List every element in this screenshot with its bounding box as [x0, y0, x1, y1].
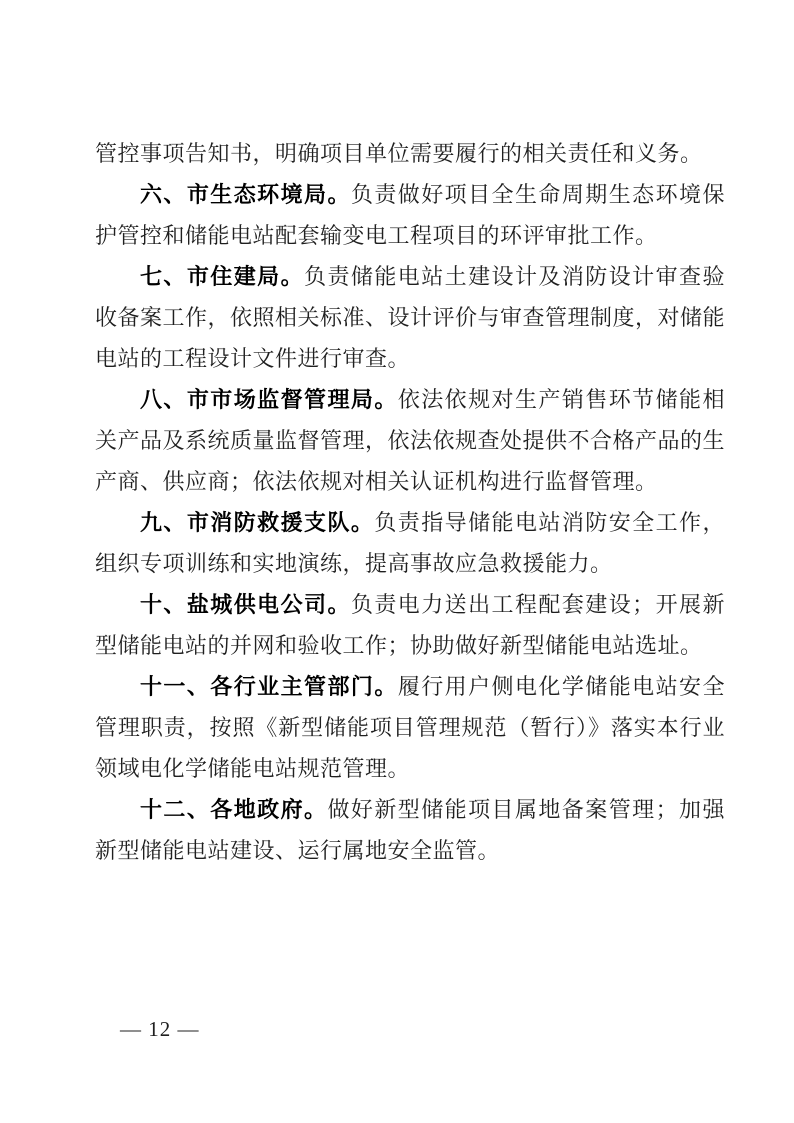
department-heading: 六、市生态环境局。	[140, 182, 351, 207]
paragraph	[95, 379, 725, 502]
paragraph	[95, 174, 725, 256]
department-heading: 十一、各行业主管部门。	[140, 674, 398, 699]
paragraph-text: 负责做好项目全生命周期生态环境保护管控和储能电站配套输变电工程项目的环评审批工作。	[95, 182, 725, 248]
department-heading: 十二、各地政府。	[140, 797, 328, 822]
paragraph	[95, 584, 725, 666]
document-body	[95, 133, 725, 871]
paragraph-text: 做好新型储能项目属地备案管理；加强新型储能电站建设、运行属地安全监管。	[95, 797, 725, 863]
department-heading: 十、盐城供电公司。	[140, 592, 351, 617]
paragraph	[95, 133, 725, 174]
paragraph	[95, 502, 725, 584]
paragraph	[95, 666, 725, 789]
paragraph-text: 管控事项告知书，明确项目单位需要履行的相关责任和义务。	[95, 141, 703, 166]
page-number: — 12 —	[120, 1017, 200, 1041]
paragraph	[95, 256, 725, 379]
paragraph-text: 负责指导储能电站消防安全工作，组织专项训练和实地演练，提高事故应急救援能力。	[95, 510, 725, 576]
paragraph-text: 负责储能电站土建设计及消防设计审查验收备案工作，依照相关标准、设计评价与审查管理制度，对储能电站的工程设计文件进行审查。	[95, 264, 726, 371]
department-heading: 八、市市场监督管理局。	[140, 387, 398, 412]
department-heading: 九、市消防救援支队。	[140, 510, 375, 535]
paragraph	[95, 789, 725, 871]
paragraph-text: 依法依规对生产销售环节储能相关产品及系统质量监督管理，依法依规查处提供不合格产品的生产商、供应商；依法依规对相关认证机构进行监督管理。	[95, 387, 726, 494]
department-heading: 七、市住建局。	[140, 264, 305, 289]
paragraph-text: 履行用户侧电化学储能电站安全管理职责，按照《新型储能项目管理规范（暂行）》落实本行业领域电化学储能电站规范管理。	[95, 674, 725, 781]
paragraph-text: 负责电力送出工程配套建设；开展新型储能电站的并网和验收工作；协助做好新型储能电站选址。	[95, 592, 725, 658]
